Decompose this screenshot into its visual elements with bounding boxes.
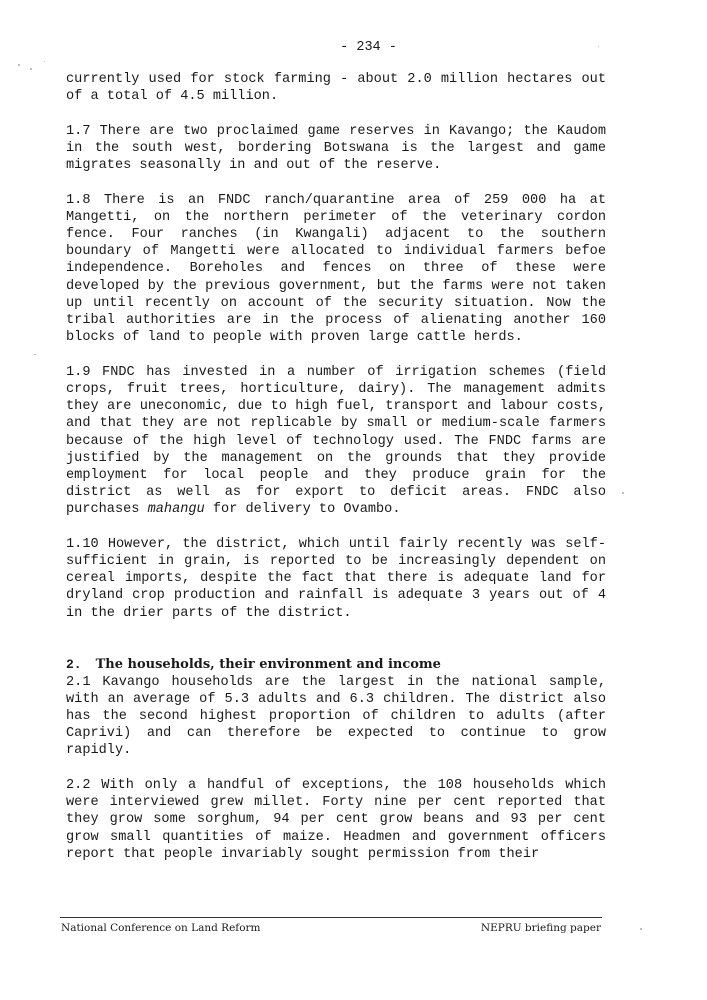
scan-speck [34, 354, 36, 355]
footer-conference-title: National Conference on Land Reform [61, 922, 261, 934]
paragraph-1-9 [66, 364, 606, 519]
scan-speck [598, 46, 599, 47]
section-spacer [66, 639, 606, 656]
paragraph-2-1: 2.1 Kavango households are the largest in the national sample, with an average of 5.3 adults and 6.3 children. The district also has the second highest proportion of children to adults (after Caprivi) and can therefore be expected to continue to grow rapidly. [66, 674, 606, 759]
paragraph-2-2: 2.2 With only a handful of exceptions, the 108 households which were interviewed grew millet. Forty nine per cent reported that they grow some sorghum, 94 per cent grow beans and 93 per cent grow small quantities of maize. Headmen and government officers report that people invariably sought permission from their [66, 777, 606, 862]
scan-speck [640, 928, 642, 930]
paragraph-1-7: 1.7 There are two proclaimed game reserves in Kavango; the Kaudom in the south west, bordering Botswana is the largest and game migrates seasonally in and out of the reserve. [66, 123, 606, 174]
paragraph-1-8: 1.8 There is an FNDC ranch/quarantine area of 259 000 ha at Mangetti, on the northern perimeter of the veterinary cordon fence. Four ranches (in Kwangali) adjacent to the southern boundary of Mangetti were allocated to individual farmers befoe independence. Boreholes and fences on three of these were developed by the previous government, but the farms were not taken up until recently on account of the security situation. Now the tribal authorities are in the process of alienating another 160 blocks of land to people with proven large cattle herds. [66, 192, 606, 346]
scan-speck [18, 64, 20, 66]
body-text [66, 71, 606, 880]
paragraph-1-9-text: 1.9 FNDC has invested in a number of irrigation schemes (field crops, fruit trees, horticulture, dairy). The management admits they are uneconomic, due to high fuel, transport and labour costs, and that they are not replicable by small or medium-scale farmers because of the high level of technology used. The FNDC farms are justified by the management on the grounds that they provide employment for local people and they produce grain for the district as well as for export to deficit areas. FNDC also purchases [66, 364, 606, 518]
paragraph-1-9-italic-term: mahangu [147, 502, 205, 518]
footer-paper-label: NEPRU briefing paper [480, 922, 601, 934]
scan-speck [30, 68, 32, 70]
scan-speck [622, 492, 624, 494]
paragraph-1-10: 1.10 However, the district, which until fairly recently was self-sufficient in grain, is reported to be increasingly dependent on cereal imports, despite the fact that there is adequate land for dryland crop production and rainfall is adequate 3 years out of 4 in the drier parts of the district. [66, 536, 606, 621]
paragraph-1-9-text-end: for delivery to Ovambo. [212, 502, 401, 518]
paragraph-continued: currently used for stock farming - about 2.0 million hectares out of a total of 4.5 million. [66, 72, 606, 105]
section-2-number: 2. [66, 657, 82, 673]
scan-speck [44, 61, 45, 62]
section-2-title: The households, their environment and income [95, 657, 441, 673]
footer [61, 922, 601, 934]
section-2-heading [66, 656, 606, 673]
page-number: - 234 - [340, 40, 397, 55]
footer-divider [60, 917, 602, 918]
